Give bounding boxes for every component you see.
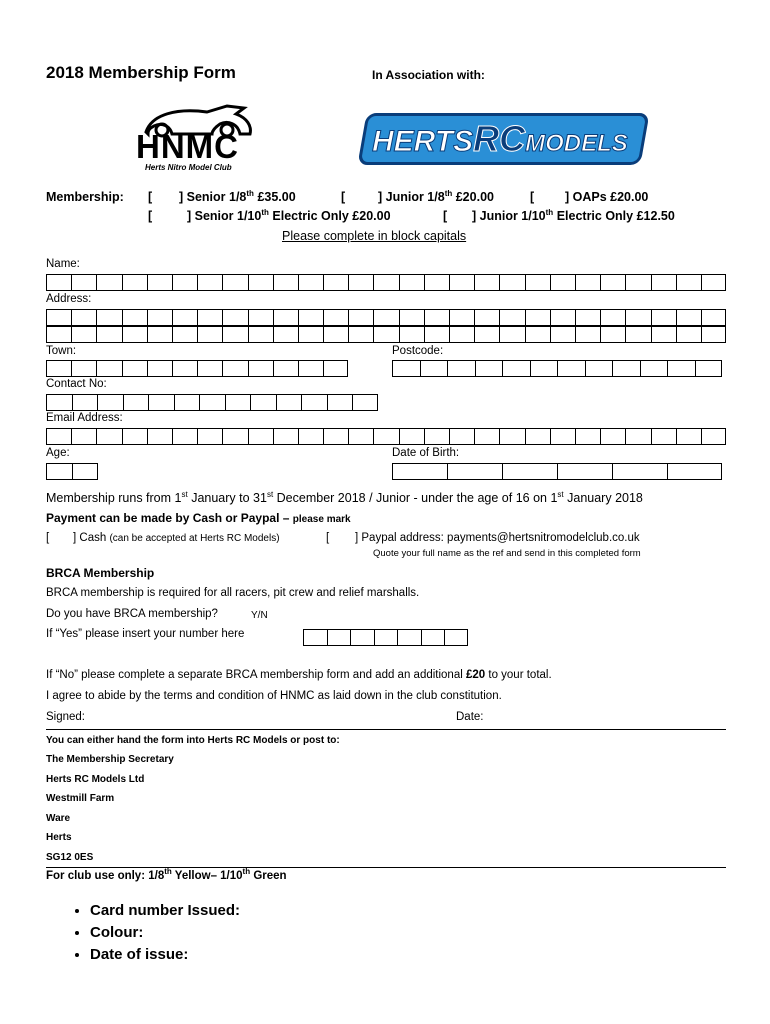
card-number-item: • Card number Issued: bbox=[90, 901, 240, 921]
char-box[interactable] bbox=[374, 629, 398, 646]
club-use-line bbox=[46, 867, 726, 868]
char-box[interactable] bbox=[172, 428, 197, 445]
char-box[interactable] bbox=[392, 463, 447, 480]
postal-line: Westmill Farm bbox=[46, 793, 115, 804]
char-box[interactable] bbox=[600, 309, 625, 326]
herts-rc-logo-text bbox=[372, 118, 628, 160]
char-box[interactable] bbox=[147, 428, 172, 445]
char-box[interactable] bbox=[424, 428, 449, 445]
senior110-checkbox[interactable]: [ bbox=[148, 209, 153, 223]
char-box[interactable] bbox=[46, 463, 72, 480]
char-box[interactable] bbox=[499, 428, 524, 445]
signed-label[interactable]: Signed: bbox=[46, 711, 86, 723]
postal-line: SG12 0ES bbox=[46, 852, 94, 863]
char-box[interactable] bbox=[667, 360, 695, 377]
char-box[interactable] bbox=[399, 309, 424, 326]
char-box[interactable] bbox=[392, 360, 420, 377]
char-box[interactable] bbox=[575, 326, 600, 343]
char-box[interactable] bbox=[444, 629, 468, 646]
char-box[interactable] bbox=[525, 326, 550, 343]
char-box[interactable] bbox=[248, 360, 273, 377]
char-box[interactable] bbox=[273, 360, 298, 377]
char-box[interactable] bbox=[397, 629, 421, 646]
char-box[interactable] bbox=[122, 428, 147, 445]
char-box[interactable] bbox=[625, 309, 650, 326]
char-box[interactable] bbox=[474, 428, 499, 445]
char-box[interactable] bbox=[701, 428, 726, 445]
char-box[interactable] bbox=[273, 428, 298, 445]
char-box[interactable] bbox=[172, 360, 197, 377]
char-box[interactable] bbox=[222, 360, 247, 377]
char-box[interactable] bbox=[71, 360, 96, 377]
char-box[interactable] bbox=[557, 360, 585, 377]
junior18-checkbox[interactable]: [ bbox=[341, 190, 346, 204]
char-box[interactable] bbox=[676, 326, 701, 343]
club-use-label: For club use only: 1/8th Yellow– 1/10th Green bbox=[46, 867, 287, 882]
address-label: Address: bbox=[46, 293, 92, 305]
char-box[interactable] bbox=[550, 326, 575, 343]
char-box[interactable] bbox=[612, 463, 667, 480]
char-box[interactable] bbox=[301, 394, 327, 411]
char-box[interactable] bbox=[424, 309, 449, 326]
char-box[interactable] bbox=[96, 274, 121, 291]
char-box[interactable] bbox=[323, 309, 348, 326]
char-box[interactable] bbox=[46, 360, 71, 377]
char-box[interactable] bbox=[199, 394, 225, 411]
char-box[interactable] bbox=[71, 428, 96, 445]
char-box[interactable] bbox=[499, 309, 524, 326]
cash-checkbox[interactable]: [ bbox=[46, 532, 50, 544]
char-box[interactable] bbox=[399, 428, 424, 445]
membership-label: Membership: bbox=[46, 190, 124, 204]
oaps-checkbox[interactable]: [ bbox=[530, 190, 535, 204]
char-box[interactable] bbox=[172, 309, 197, 326]
char-box[interactable] bbox=[625, 274, 650, 291]
brca-if-yes: If “Yes” please insert your number here bbox=[46, 628, 245, 640]
association-label: In Association with: bbox=[372, 68, 485, 82]
char-box[interactable] bbox=[122, 326, 147, 343]
char-box[interactable] bbox=[373, 326, 398, 343]
char-box[interactable] bbox=[248, 326, 273, 343]
dob-boxes[interactable] bbox=[392, 463, 722, 480]
char-box[interactable] bbox=[46, 309, 71, 326]
page-title: 2018 Membership Form bbox=[46, 63, 236, 82]
char-box[interactable] bbox=[424, 326, 449, 343]
char-box[interactable] bbox=[71, 274, 96, 291]
char-box[interactable] bbox=[348, 274, 373, 291]
char-box[interactable] bbox=[373, 428, 398, 445]
char-box[interactable] bbox=[612, 360, 640, 377]
char-box[interactable] bbox=[46, 326, 71, 343]
char-box[interactable] bbox=[651, 274, 676, 291]
address-boxes-line2[interactable] bbox=[46, 326, 726, 343]
char-box[interactable] bbox=[499, 326, 524, 343]
char-box[interactable] bbox=[449, 428, 474, 445]
char-box[interactable] bbox=[447, 360, 475, 377]
char-box[interactable] bbox=[323, 274, 348, 291]
char-box[interactable] bbox=[303, 629, 327, 646]
hnmc-logo-subtitle: Herts Nitro Model Club bbox=[145, 163, 232, 172]
char-box[interactable] bbox=[575, 274, 600, 291]
senior18-price: £35.00 bbox=[257, 190, 296, 204]
char-box[interactable] bbox=[625, 428, 650, 445]
junior110-label: ] Junior 1/10 bbox=[472, 209, 546, 223]
char-box[interactable] bbox=[399, 274, 424, 291]
rc-word: RC bbox=[473, 118, 526, 159]
char-box[interactable] bbox=[348, 326, 373, 343]
char-box[interactable] bbox=[273, 274, 298, 291]
char-box[interactable] bbox=[502, 463, 557, 480]
char-box[interactable] bbox=[447, 463, 502, 480]
email-label: Email Address: bbox=[46, 412, 123, 424]
postal-line: Ware bbox=[46, 813, 71, 824]
char-box[interactable] bbox=[676, 274, 701, 291]
char-box[interactable] bbox=[96, 309, 121, 326]
char-box[interactable] bbox=[172, 326, 197, 343]
colour-item: • Colour: bbox=[90, 923, 240, 943]
postal-line: Herts RC Models Ltd bbox=[46, 774, 145, 785]
char-box[interactable] bbox=[323, 428, 348, 445]
char-box[interactable] bbox=[122, 309, 147, 326]
junior18-price: £20.00 bbox=[455, 190, 494, 204]
char-box[interactable] bbox=[348, 309, 373, 326]
age-label: Age: bbox=[46, 447, 70, 459]
name-label: Name: bbox=[46, 258, 80, 270]
age-boxes[interactable] bbox=[46, 463, 98, 480]
herts-word: HERTS bbox=[372, 125, 474, 158]
char-box[interactable] bbox=[148, 394, 174, 411]
char-box[interactable] bbox=[550, 274, 575, 291]
date-label[interactable]: Date: bbox=[456, 711, 484, 723]
char-box[interactable] bbox=[667, 463, 722, 480]
char-box[interactable] bbox=[197, 360, 222, 377]
name-boxes[interactable] bbox=[46, 274, 726, 291]
char-box[interactable] bbox=[327, 394, 353, 411]
char-box[interactable] bbox=[71, 309, 96, 326]
char-box[interactable] bbox=[525, 274, 550, 291]
char-box[interactable] bbox=[96, 428, 121, 445]
payment-method: Payment can be made by Cash or Paypal – please mark bbox=[46, 511, 351, 525]
char-box[interactable] bbox=[248, 309, 273, 326]
membership-period: Membership runs from 1st January to 31st December 2018 / Junior - under the age of 16 on 1st January 2018 bbox=[46, 490, 643, 505]
char-box[interactable] bbox=[625, 326, 650, 343]
char-box[interactable] bbox=[122, 274, 147, 291]
senior18-label: ] Senior 1/8 bbox=[179, 190, 247, 204]
contact-label: Contact No: bbox=[46, 378, 107, 390]
paypal-option: ] Paypal address: payments@hertsnitromodelclub.co.uk bbox=[355, 532, 640, 544]
char-box[interactable] bbox=[298, 309, 323, 326]
char-box[interactable] bbox=[197, 274, 222, 291]
char-box[interactable] bbox=[449, 326, 474, 343]
char-box[interactable] bbox=[222, 326, 247, 343]
junior110-option: ] Junior 1/10th Electric Only £12.50 bbox=[472, 208, 675, 223]
char-box[interactable] bbox=[46, 394, 72, 411]
char-box[interactable] bbox=[273, 326, 298, 343]
char-box[interactable] bbox=[327, 629, 351, 646]
postcode-label: Postcode: bbox=[392, 345, 444, 357]
char-box[interactable] bbox=[474, 309, 499, 326]
senior110-option: ] Senior 1/10th Electric Only £20.00 bbox=[187, 208, 391, 223]
char-box[interactable] bbox=[348, 428, 373, 445]
char-box[interactable] bbox=[147, 274, 172, 291]
char-box[interactable] bbox=[350, 629, 374, 646]
char-box[interactable] bbox=[530, 360, 558, 377]
char-box[interactable] bbox=[502, 360, 530, 377]
postcode-boxes[interactable] bbox=[392, 360, 722, 377]
agreement: I agree to abide by the terms and condition of HNMC as laid down in the club constitution. bbox=[46, 690, 502, 702]
char-box[interactable] bbox=[600, 428, 625, 445]
char-box[interactable] bbox=[550, 309, 575, 326]
char-box[interactable] bbox=[474, 274, 499, 291]
char-box[interactable] bbox=[72, 463, 98, 480]
char-box[interactable] bbox=[147, 360, 172, 377]
char-box[interactable] bbox=[147, 309, 172, 326]
brca-number-boxes[interactable] bbox=[303, 629, 468, 646]
senior18-option: ] Senior 1/8th £35.00 bbox=[179, 189, 296, 204]
postal-line: The Membership Secretary bbox=[46, 754, 174, 765]
char-box[interactable] bbox=[46, 428, 71, 445]
char-box[interactable] bbox=[298, 360, 323, 377]
char-box[interactable] bbox=[123, 394, 149, 411]
char-box[interactable] bbox=[298, 428, 323, 445]
char-box[interactable] bbox=[72, 394, 98, 411]
char-box[interactable] bbox=[373, 274, 398, 291]
brca-yn[interactable]: Y/N bbox=[251, 610, 268, 621]
char-box[interactable] bbox=[701, 274, 726, 291]
char-box[interactable] bbox=[248, 428, 273, 445]
brca-required: BRCA membership is required for all racers, pit crew and relief marshalls. bbox=[46, 587, 420, 599]
char-box[interactable] bbox=[525, 428, 550, 445]
char-box[interactable] bbox=[474, 326, 499, 343]
char-box[interactable] bbox=[585, 360, 613, 377]
char-box[interactable] bbox=[651, 309, 676, 326]
junior18-option: ] Junior 1/8th £20.00 bbox=[378, 189, 494, 204]
char-box[interactable] bbox=[197, 428, 222, 445]
char-box[interactable] bbox=[600, 274, 625, 291]
dob-label: Date of Birth: bbox=[392, 447, 460, 459]
paypal-note: Quote your full name as the ref and send in this completed form bbox=[373, 548, 641, 559]
char-box[interactable] bbox=[298, 326, 323, 343]
signature-line bbox=[46, 729, 726, 730]
postal-intro: You can either hand the form into Herts RC Models or post to: bbox=[46, 735, 340, 746]
char-box[interactable] bbox=[399, 326, 424, 343]
char-box[interactable] bbox=[475, 360, 503, 377]
char-box[interactable] bbox=[701, 309, 726, 326]
char-box[interactable] bbox=[525, 309, 550, 326]
char-box[interactable] bbox=[122, 360, 147, 377]
char-box[interactable] bbox=[420, 360, 448, 377]
brca-if-no: If “No” please complete a separate BRCA membership form and add an additional £20 to your total. bbox=[46, 669, 552, 681]
char-box[interactable] bbox=[575, 428, 600, 445]
char-box[interactable] bbox=[449, 309, 474, 326]
town-boxes[interactable] bbox=[46, 360, 348, 377]
char-box[interactable] bbox=[197, 326, 222, 343]
char-box[interactable] bbox=[421, 629, 445, 646]
char-box[interactable] bbox=[600, 326, 625, 343]
town-label: Town: bbox=[46, 345, 77, 357]
char-box[interactable] bbox=[71, 326, 96, 343]
char-box[interactable] bbox=[276, 394, 302, 411]
char-box[interactable] bbox=[96, 326, 121, 343]
char-box[interactable] bbox=[225, 394, 251, 411]
char-box[interactable] bbox=[424, 274, 449, 291]
email-boxes[interactable] bbox=[46, 428, 726, 445]
block-caps-note: Please complete in block capitals bbox=[282, 229, 467, 243]
char-box[interactable] bbox=[640, 360, 668, 377]
char-box[interactable] bbox=[96, 360, 121, 377]
char-box[interactable] bbox=[323, 360, 348, 377]
models-word: MODELS bbox=[525, 130, 628, 157]
char-box[interactable] bbox=[373, 309, 398, 326]
brca-heading: BRCA Membership bbox=[46, 566, 155, 580]
char-box[interactable] bbox=[147, 326, 172, 343]
cash-option: ] Cash (can be accepted at Herts RC Models) bbox=[73, 532, 280, 544]
char-box[interactable] bbox=[323, 326, 348, 343]
char-box[interactable] bbox=[499, 274, 524, 291]
char-box[interactable] bbox=[273, 309, 298, 326]
char-box[interactable] bbox=[298, 274, 323, 291]
char-box[interactable] bbox=[449, 274, 474, 291]
char-box[interactable] bbox=[97, 394, 123, 411]
char-box[interactable] bbox=[676, 428, 701, 445]
char-box[interactable] bbox=[695, 360, 723, 377]
char-box[interactable] bbox=[46, 274, 71, 291]
char-box[interactable] bbox=[248, 274, 273, 291]
char-box[interactable] bbox=[172, 274, 197, 291]
char-box[interactable] bbox=[701, 326, 726, 343]
postal-line: Herts bbox=[46, 832, 72, 843]
hnmc-logo-text: HNMC bbox=[136, 128, 239, 165]
senior18-checkbox[interactable]: [ bbox=[148, 190, 153, 204]
char-box[interactable] bbox=[676, 309, 701, 326]
char-box[interactable] bbox=[651, 428, 676, 445]
char-box[interactable] bbox=[174, 394, 200, 411]
char-box[interactable] bbox=[250, 394, 276, 411]
club-use-list bbox=[70, 901, 240, 967]
char-box[interactable] bbox=[222, 428, 247, 445]
contact-boxes[interactable] bbox=[46, 394, 378, 411]
junior110-checkbox[interactable]: [ bbox=[443, 209, 448, 223]
char-box[interactable] bbox=[651, 326, 676, 343]
char-box[interactable] bbox=[222, 309, 247, 326]
address-boxes-line1[interactable] bbox=[46, 309, 726, 326]
senior110-label: ] Senior 1/10 bbox=[187, 209, 262, 223]
paypal-checkbox[interactable]: [ bbox=[326, 532, 330, 544]
char-box[interactable] bbox=[197, 309, 222, 326]
oaps-option: ] OAPs £20.00 bbox=[565, 190, 649, 204]
char-box[interactable] bbox=[222, 274, 247, 291]
date-of-issue-item: • Date of issue: bbox=[90, 945, 240, 965]
junior18-label: ] Junior 1/8 bbox=[378, 190, 445, 204]
char-box[interactable] bbox=[352, 394, 378, 411]
char-box[interactable] bbox=[550, 428, 575, 445]
char-box[interactable] bbox=[575, 309, 600, 326]
char-box[interactable] bbox=[557, 463, 612, 480]
brca-question: Do you have BRCA membership? bbox=[46, 608, 218, 620]
